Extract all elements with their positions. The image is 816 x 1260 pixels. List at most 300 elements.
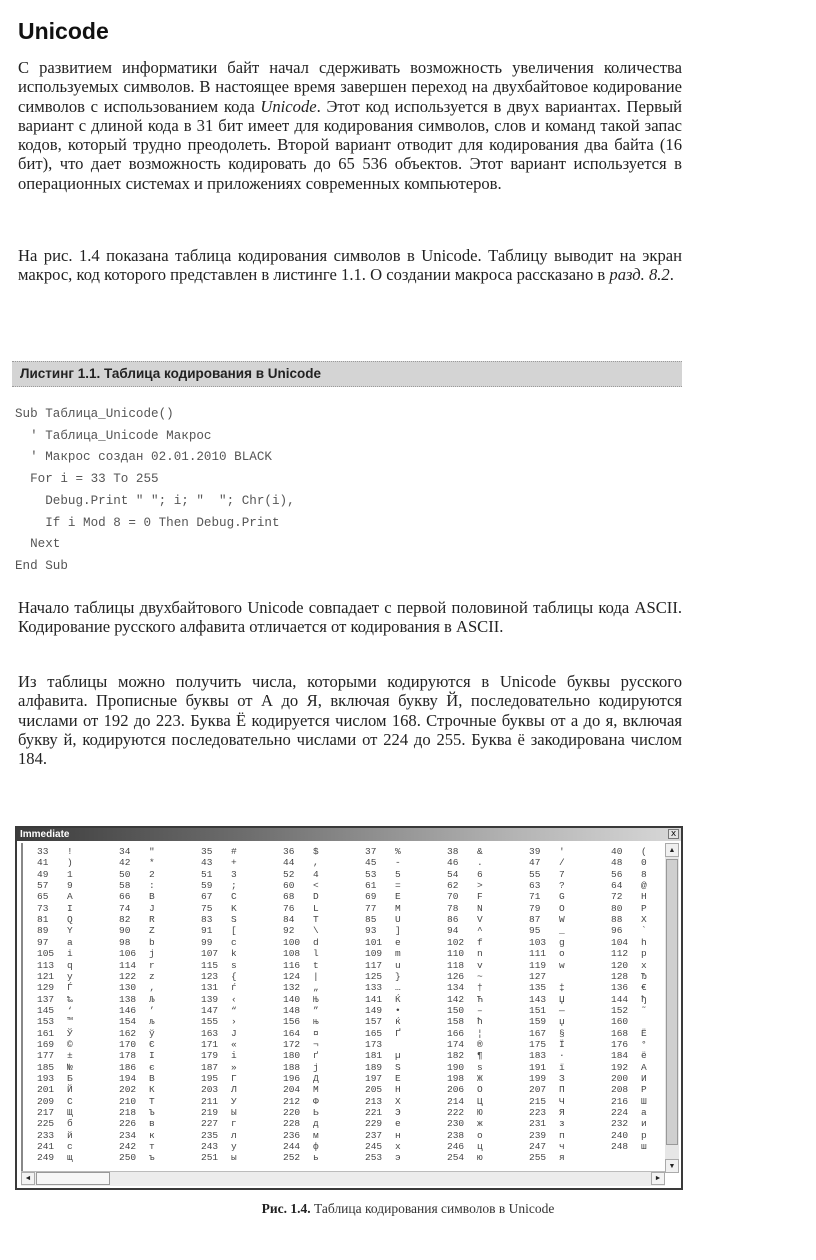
- figure-label: Рис. 1.4.: [261, 1201, 311, 1216]
- char-glyph: Ў: [67, 1027, 73, 1039]
- char-glyph: W: [559, 914, 565, 926]
- close-button[interactable]: [668, 829, 679, 839]
- char-glyph: /: [559, 857, 565, 869]
- char-code: 69: [365, 891, 377, 903]
- char-code: 173: [365, 1038, 383, 1050]
- char-code: 106: [119, 948, 137, 960]
- char-code: 188: [283, 1061, 301, 1073]
- code-line: For i = 33 To 255: [15, 472, 159, 487]
- char-code: 94: [447, 925, 459, 937]
- char-glyph: Ѓ: [67, 982, 73, 994]
- char-code: 53: [365, 868, 377, 880]
- char-code: 131: [201, 982, 219, 994]
- char-code: 70: [447, 891, 459, 903]
- char-glyph: <: [313, 880, 319, 892]
- char-glyph: !: [67, 846, 73, 857]
- char-code: 156: [283, 1016, 301, 1028]
- char-glyph: ): [67, 857, 73, 869]
- char-code: 154: [119, 1016, 137, 1028]
- char-glyph: 4: [313, 868, 319, 880]
- char-code: 38: [447, 846, 459, 857]
- char-glyph: ќ: [395, 1016, 401, 1028]
- char-code: 75: [201, 902, 213, 914]
- char-glyph: A: [67, 891, 73, 903]
- char-code: 251: [201, 1152, 219, 1164]
- paragraph-text: . Этот код используется в двух вариантах. Первый вариант с длиной кода в 31 бит имеет для кодирования символов, слов и команд такой запас кодов, который трудно преодолеть. Второй вариант отводит для кодирования два байта (16 бит), что дает возможность кодировать до 65 536 объектов. Этот вариант используется в операционных системах и приложениях современных компьютеров.: [18, 96, 682, 193]
- char-code: 40: [611, 846, 623, 857]
- char-code: 105: [37, 948, 55, 960]
- char-glyph: П: [559, 1084, 565, 1096]
- char-code: 174: [447, 1038, 465, 1050]
- arrow-down-icon: ▼: [668, 1162, 676, 1170]
- char-glyph: °: [641, 1038, 647, 1050]
- char-code: 140: [283, 993, 301, 1005]
- char-code: 160: [611, 1016, 629, 1028]
- char-glyph: l: [313, 948, 319, 960]
- char-glyph: D: [313, 891, 319, 903]
- vertical-scroll-thumb[interactable]: [666, 859, 678, 1145]
- char-glyph: Л: [231, 1084, 237, 1096]
- char-code: 123: [201, 970, 219, 982]
- char-glyph: џ: [559, 1016, 565, 1028]
- char-code: 168: [611, 1027, 629, 1039]
- char-code: 84: [283, 914, 295, 926]
- char-glyph: E: [395, 891, 401, 903]
- char-code: 185: [37, 1061, 55, 1073]
- char-glyph: К: [149, 1084, 155, 1096]
- paragraph-ascii: Начало таблицы двухбайтового Unicode совпадает с первой половиной таблицы кода ASCII. Кодирование русского алфавита отличается от кодирования в ASCII.: [18, 598, 682, 637]
- char-glyph: Ы: [231, 1107, 237, 1119]
- char-code: 41: [37, 857, 49, 869]
- char-glyph: .: [477, 857, 483, 869]
- char-glyph: З: [559, 1073, 565, 1084]
- scroll-down-button[interactable]: [665, 1159, 679, 1173]
- char-code: 177: [37, 1050, 55, 1062]
- char-glyph: »: [231, 1061, 237, 1073]
- char-glyph: е: [395, 1118, 401, 1130]
- char-glyph: q: [67, 959, 73, 971]
- char-glyph: ©: [67, 1038, 73, 1050]
- char-code: 252: [283, 1152, 301, 1164]
- window-title: Immediate: [20, 829, 70, 840]
- char-glyph: ъ: [149, 1152, 155, 1164]
- char-code: 141: [365, 993, 383, 1005]
- char-glyph: ¶: [477, 1050, 483, 1062]
- char-glyph: (: [641, 846, 647, 857]
- char-glyph: Њ: [313, 993, 319, 1005]
- char-glyph: I: [67, 902, 73, 914]
- char-glyph: Ќ: [395, 993, 401, 1005]
- char-code: 33: [37, 846, 49, 857]
- char-code: 187: [201, 1061, 219, 1073]
- char-code: 158: [447, 1016, 465, 1028]
- char-glyph: 2: [149, 868, 155, 880]
- code-listing: [15, 404, 295, 578]
- char-glyph: Г: [231, 1073, 237, 1084]
- char-code: 181: [365, 1050, 383, 1062]
- section-reference: разд. 8.2: [609, 265, 670, 285]
- char-glyph: *: [149, 857, 155, 869]
- char-glyph: h: [641, 936, 647, 948]
- char-code: 66: [119, 891, 131, 903]
- char-code: 117: [365, 959, 383, 971]
- char-code: 246: [447, 1141, 465, 1153]
- paragraph-russian-codes: Из таблицы можно получить числа, которыми кодируются в Unicode буквы русского алфавита. Прописные буквы от А до Я, включая букву Й, последовательно кодируются числами от 192 до 223. Буква Ё кодируется числом 168. Строчные буквы от а до я, включая букву й, кодируются последовательно числами от 224 до 255. Буква ё закодирована числом 184.: [18, 672, 682, 769]
- char-glyph: %: [395, 846, 401, 857]
- char-glyph: Q: [67, 914, 73, 926]
- scroll-right-button[interactable]: [651, 1172, 665, 1185]
- char-glyph: –: [477, 1004, 483, 1016]
- char-glyph: =: [395, 880, 401, 892]
- char-glyph: R: [149, 914, 155, 926]
- char-code: 225: [37, 1118, 55, 1130]
- char-glyph: ј: [313, 1061, 319, 1073]
- char-code: 175: [529, 1038, 547, 1050]
- char-glyph: с: [67, 1141, 73, 1153]
- char-glyph: ¦: [477, 1027, 483, 1039]
- char-glyph: ѓ: [231, 982, 237, 994]
- char-glyph: †: [477, 982, 483, 994]
- char-glyph: љ: [149, 1016, 155, 1028]
- char-code: 136: [611, 982, 629, 994]
- char-glyph: л: [231, 1129, 237, 1141]
- char-glyph: Ж: [477, 1073, 483, 1084]
- char-glyph: `: [641, 925, 647, 937]
- char-glyph: e: [395, 936, 401, 948]
- char-glyph: w: [559, 959, 565, 971]
- arrow-right-icon: ►: [654, 1174, 662, 1182]
- char-code: 146: [119, 1004, 137, 1016]
- char-glyph: _: [559, 925, 565, 937]
- char-glyph: Д: [313, 1073, 319, 1084]
- char-code: 248: [611, 1141, 629, 1153]
- char-code: 57: [37, 880, 49, 892]
- char-code: 170: [119, 1038, 137, 1050]
- char-glyph: j: [149, 948, 155, 960]
- char-glyph: s: [231, 959, 237, 971]
- char-code: 113: [37, 959, 55, 971]
- char-glyph: м: [313, 1129, 319, 1141]
- char-glyph: x: [641, 959, 647, 971]
- char-code: 202: [119, 1084, 137, 1096]
- char-code: 143: [529, 993, 547, 1005]
- char-glyph: Ґ: [395, 1027, 401, 1039]
- char-code: 150: [447, 1004, 465, 1016]
- char-glyph: •: [395, 1004, 401, 1016]
- char-glyph: p: [641, 948, 647, 960]
- char-glyph: @: [641, 880, 647, 892]
- char-glyph: —: [559, 1004, 565, 1016]
- char-glyph: ґ: [313, 1050, 319, 1062]
- char-code: 253: [365, 1152, 383, 1164]
- char-glyph: €: [641, 982, 647, 994]
- char-glyph: і: [231, 1050, 237, 1062]
- char-code: 219: [201, 1107, 219, 1119]
- char-glyph: :: [149, 880, 155, 892]
- char-glyph: ;: [231, 880, 237, 892]
- char-code: 115: [201, 959, 219, 971]
- char-glyph: Ю: [477, 1107, 483, 1119]
- char-code: 108: [283, 948, 301, 960]
- char-code: 119: [529, 959, 547, 971]
- char-glyph: ё: [641, 1050, 647, 1062]
- char-glyph: Ф: [313, 1095, 319, 1107]
- char-glyph: Є: [149, 1038, 155, 1050]
- char-code: 86: [447, 914, 459, 926]
- char-code: 147: [201, 1004, 219, 1016]
- char-code: 74: [119, 902, 131, 914]
- char-glyph: ф: [313, 1141, 319, 1153]
- char-code: 223: [529, 1107, 547, 1119]
- char-glyph: 1: [67, 868, 73, 880]
- char-glyph: Z: [149, 925, 155, 937]
- char-code: 206: [447, 1084, 465, 1096]
- char-code: 55: [529, 868, 541, 880]
- char-code: 39: [529, 846, 541, 857]
- char-code: 157: [365, 1016, 383, 1028]
- char-glyph: ~: [477, 970, 483, 982]
- char-glyph: #: [231, 846, 237, 857]
- char-code: 95: [529, 925, 541, 937]
- char-glyph: Y: [67, 925, 73, 937]
- char-code: 98: [119, 936, 131, 948]
- char-code: 161: [37, 1027, 55, 1039]
- char-code: 109: [365, 948, 383, 960]
- char-code: 165: [365, 1027, 383, 1039]
- char-glyph: щ: [67, 1152, 73, 1164]
- char-code: 102: [447, 936, 465, 948]
- char-glyph: ‚: [149, 982, 155, 994]
- char-code: 180: [283, 1050, 301, 1062]
- char-code: 178: [119, 1050, 137, 1062]
- char-code: 133: [365, 982, 383, 994]
- code-line: Next: [15, 537, 61, 552]
- horizontal-scroll-thumb[interactable]: [36, 1172, 110, 1185]
- char-glyph: ‡: [559, 982, 565, 994]
- char-glyph: ц: [477, 1141, 483, 1153]
- char-glyph: ^: [477, 925, 483, 937]
- char-glyph: ': [559, 846, 565, 857]
- char-code: 49: [37, 868, 49, 880]
- char-code: 68: [283, 891, 295, 903]
- char-glyph: Ѕ: [395, 1061, 401, 1073]
- char-code: 204: [283, 1084, 301, 1096]
- char-code: 211: [201, 1095, 219, 1107]
- char-code: 249: [37, 1152, 55, 1164]
- char-glyph: Љ: [149, 993, 155, 1005]
- char-glyph: ]: [395, 925, 401, 937]
- char-glyph: ы: [231, 1152, 237, 1164]
- char-code: 212: [283, 1095, 301, 1107]
- char-code: 114: [119, 959, 137, 971]
- char-code: 67: [201, 891, 213, 903]
- char-code: 163: [201, 1027, 219, 1039]
- char-glyph: Й: [67, 1084, 73, 1096]
- char-glyph: G: [559, 891, 565, 903]
- char-glyph: г: [231, 1118, 237, 1130]
- char-glyph: ,: [313, 857, 319, 869]
- char-code: 97: [37, 936, 49, 948]
- char-code: 250: [119, 1152, 137, 1164]
- char-glyph: t: [313, 959, 319, 971]
- char-glyph: а: [641, 1107, 647, 1119]
- char-glyph: H: [641, 891, 647, 903]
- char-glyph: a: [67, 936, 73, 948]
- char-glyph: o: [559, 948, 565, 960]
- char-glyph: S: [231, 914, 237, 926]
- char-code: 81: [37, 914, 49, 926]
- char-code: 203: [201, 1084, 219, 1096]
- char-code: 61: [365, 880, 377, 892]
- char-code: 236: [283, 1129, 301, 1141]
- char-code: 194: [119, 1073, 137, 1084]
- char-glyph: ±: [67, 1050, 73, 1062]
- char-glyph: P: [641, 902, 647, 914]
- char-code: 149: [365, 1004, 383, 1016]
- char-glyph: ›: [231, 1016, 237, 1028]
- code-line: Sub Таблица_Unicode(): [15, 407, 174, 421]
- char-glyph: Џ: [559, 993, 565, 1005]
- char-glyph: }: [395, 970, 401, 982]
- char-glyph: &: [477, 846, 483, 857]
- char-code: 159: [529, 1016, 547, 1028]
- char-glyph: ю: [477, 1152, 483, 1164]
- char-glyph: Е: [395, 1073, 401, 1084]
- paragraph-intro: [18, 58, 682, 193]
- char-code: 44: [283, 857, 295, 869]
- paragraph-text: .: [669, 265, 674, 285]
- char-code: 51: [201, 868, 213, 880]
- char-glyph: …: [395, 982, 401, 994]
- char-code: 241: [37, 1141, 55, 1153]
- char-glyph: я: [559, 1152, 565, 1164]
- code-line: ' Таблица_Unicode Макрос: [15, 428, 212, 443]
- char-code: 124: [283, 970, 301, 982]
- char-glyph: ": [149, 846, 155, 857]
- char-code: 214: [447, 1095, 465, 1107]
- char-glyph: Ђ: [641, 970, 647, 982]
- char-code: 182: [447, 1050, 465, 1062]
- char-glyph: m: [395, 948, 401, 960]
- char-glyph: Н: [395, 1084, 401, 1096]
- char-glyph: є: [149, 1061, 155, 1073]
- char-code: 36: [283, 846, 295, 857]
- horizontal-scrollbar[interactable]: [21, 1171, 665, 1186]
- char-code: 63: [529, 880, 541, 892]
- char-glyph: B: [149, 891, 155, 903]
- char-code: 107: [201, 948, 219, 960]
- char-code: 99: [201, 936, 213, 948]
- char-code: 231: [529, 1118, 547, 1130]
- char-glyph: 7: [559, 868, 565, 880]
- char-glyph: Р: [641, 1084, 647, 1096]
- char-glyph: r: [149, 959, 155, 971]
- char-code: 215: [529, 1095, 547, 1107]
- char-code: 91: [201, 925, 213, 937]
- immediate-window: [15, 826, 683, 1190]
- char-code: 198: [447, 1073, 465, 1084]
- window-titlebar[interactable]: [17, 828, 681, 841]
- char-code: 35: [201, 846, 213, 857]
- scroll-up-button[interactable]: [665, 843, 679, 857]
- char-glyph: Ш: [641, 1095, 647, 1107]
- char-code: 129: [37, 982, 55, 994]
- char-glyph: Х: [395, 1095, 401, 1107]
- char-glyph: $: [313, 846, 319, 857]
- paragraph-text: С развитием информатики байт начал сдерживать возможность увеличения количества используемых символов. В настоящее время завершен переход на двухбайтовое кодирование символов с использованием кода: [18, 58, 682, 116]
- char-code: 121: [37, 970, 55, 982]
- char-code: 169: [37, 1038, 55, 1050]
- char-glyph: ‘: [67, 1004, 73, 1016]
- char-code: 195: [201, 1073, 219, 1084]
- char-glyph: И: [641, 1073, 647, 1084]
- char-glyph: ч: [559, 1141, 565, 1153]
- char-glyph: ‹: [231, 993, 237, 1005]
- char-glyph: d: [313, 936, 319, 948]
- char-glyph: k: [231, 948, 237, 960]
- char-glyph: J: [149, 902, 155, 914]
- char-code: 243: [201, 1141, 219, 1153]
- char-glyph: ™: [67, 1016, 73, 1028]
- char-code: 56: [611, 868, 623, 880]
- char-glyph: ’: [149, 1004, 155, 1016]
- char-code: 72: [611, 891, 623, 903]
- char-code: 112: [611, 948, 629, 960]
- vertical-scrollbar[interactable]: [665, 843, 679, 1173]
- immediate-output[interactable]: [21, 843, 667, 1173]
- char-glyph: ж: [477, 1118, 483, 1130]
- char-code: 171: [201, 1038, 219, 1050]
- char-code: 166: [447, 1027, 465, 1039]
- char-glyph: C: [231, 891, 237, 903]
- char-code: 93: [365, 925, 377, 937]
- char-glyph: c: [231, 936, 237, 948]
- close-icon: x: [670, 829, 677, 839]
- char-code: 144: [611, 993, 629, 1005]
- char-code: 145: [37, 1004, 55, 1016]
- char-code: 87: [529, 914, 541, 926]
- char-code: 242: [119, 1141, 137, 1153]
- char-code: 65: [37, 891, 49, 903]
- char-code: 162: [119, 1027, 137, 1039]
- char-glyph: u: [395, 959, 401, 971]
- char-code: 148: [283, 1004, 301, 1016]
- char-code: 217: [37, 1107, 55, 1119]
- char-code: 116: [283, 959, 301, 971]
- char-code: 48: [611, 857, 623, 869]
- char-code: 224: [611, 1107, 629, 1119]
- char-glyph: Ї: [559, 1038, 565, 1050]
- char-glyph: 0: [641, 857, 647, 869]
- char-code: 238: [447, 1129, 465, 1141]
- char-glyph: b: [149, 936, 155, 948]
- listing-title: Листинг 1.1. Таблица кодирования в Unicode: [20, 366, 322, 381]
- char-code: 153: [37, 1016, 55, 1028]
- char-glyph: z: [149, 970, 155, 982]
- char-glyph: х: [395, 1141, 401, 1153]
- char-code: 192: [611, 1061, 629, 1073]
- char-glyph: y: [67, 970, 73, 982]
- char-code: 82: [119, 914, 131, 926]
- char-code: 122: [119, 970, 137, 982]
- char-glyph: Б: [67, 1073, 73, 1084]
- char-glyph: ь: [313, 1152, 319, 1164]
- char-glyph: ‰: [67, 993, 73, 1005]
- emphasis-unicode: Unicode: [260, 96, 317, 116]
- char-code: 183: [529, 1050, 547, 1062]
- scroll-left-button[interactable]: [21, 1172, 35, 1185]
- char-glyph: В: [149, 1073, 155, 1084]
